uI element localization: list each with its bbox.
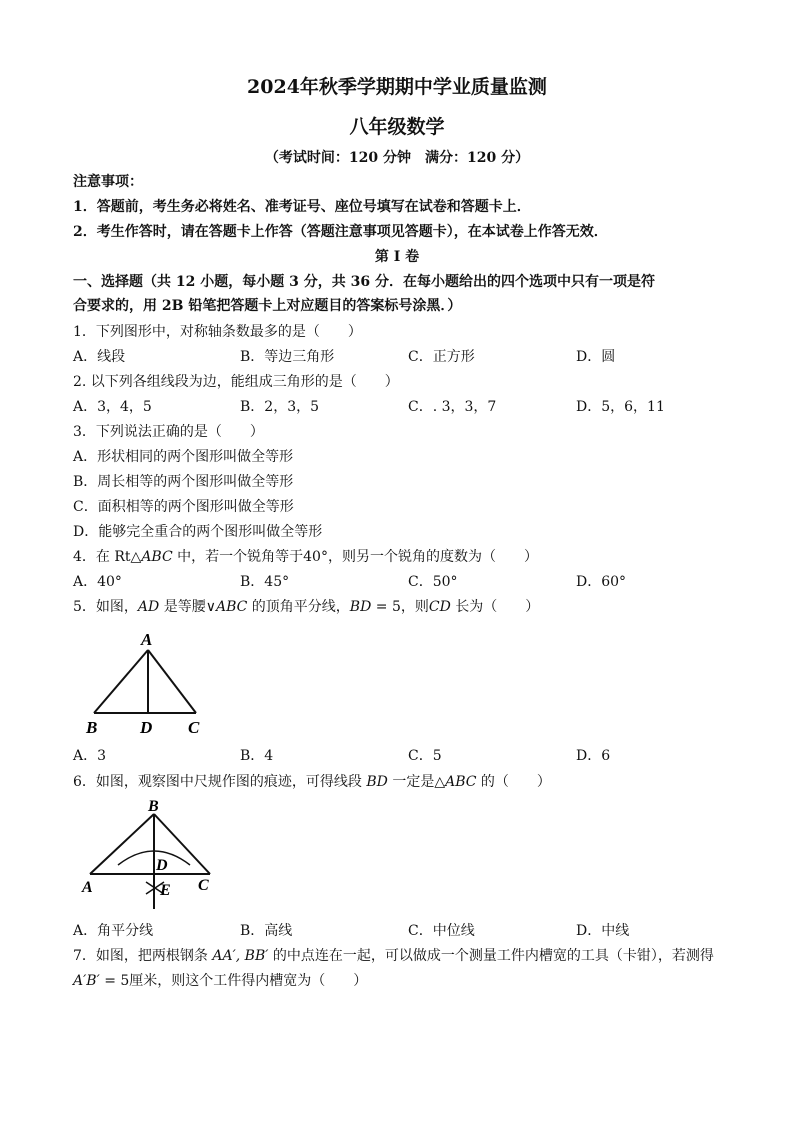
q6-label-a: A bbox=[82, 879, 93, 896]
q5-stem-pre: 5．如图， bbox=[73, 599, 138, 615]
q5-triangle-symbol: ∨ bbox=[205, 599, 216, 615]
q5-label-c: C bbox=[188, 718, 200, 737]
q6-bd: BD bbox=[366, 774, 388, 790]
q6-stem-pre: 6．如图，观察图中尺规作图的痕迹，可得线段 bbox=[73, 774, 367, 790]
q6-label-c: C bbox=[198, 877, 209, 894]
q6-figure bbox=[78, 797, 228, 915]
q4-option-d: D．60° bbox=[576, 574, 627, 590]
q4-option-a: A．40° bbox=[73, 574, 122, 590]
exam-title: 2024年秋季学期期中学业质量监测 bbox=[247, 76, 547, 98]
q6-label-b: B bbox=[148, 798, 159, 815]
q3-option-c: C．面积相等的两个图形叫做全等形 bbox=[73, 499, 294, 515]
section1-line1: 一、选择题（共 12 小题，每小题 3 分，共 36 分．在每小题给出的四个选项中只有一项是符 bbox=[73, 274, 655, 290]
q7-line1-pre: 7．如图，把两根钢条 bbox=[73, 948, 213, 964]
volume-label: 第 Ⅰ 卷 bbox=[374, 249, 420, 265]
q3-option-b: B．周长相等的两个图形叫做全等形 bbox=[73, 474, 294, 490]
notes-heading: 注意事项： bbox=[73, 174, 143, 190]
q5-label-a: A bbox=[141, 630, 153, 649]
q5-option-c: C．5 bbox=[408, 748, 442, 764]
q4-option-c: C．50° bbox=[408, 574, 458, 590]
q7-bars: AA′, BB′ bbox=[212, 948, 269, 964]
q5-side-ac bbox=[148, 650, 196, 713]
q5-option-a: A．3 bbox=[73, 748, 107, 764]
q4-triangle-abc: ABC bbox=[141, 549, 173, 565]
q5-label-d: D bbox=[140, 718, 153, 737]
q5-cd: CD bbox=[428, 599, 451, 615]
q7-line1 bbox=[73, 946, 714, 966]
q6-stem bbox=[73, 772, 551, 792]
q2-stem: 2. 以下列各组线段为边，能组成三角形的是（ ） bbox=[73, 374, 399, 390]
q5-option-b: B．4 bbox=[240, 748, 274, 764]
q6-option-a: A．角平分线 bbox=[73, 923, 154, 939]
q5-label-b: B bbox=[86, 718, 98, 737]
q6-stem-post: 的（ ） bbox=[476, 774, 551, 790]
q6-label-d: D bbox=[156, 857, 168, 874]
q5-bd: BD bbox=[349, 599, 372, 615]
section1-line2: 合要求的，用 2B 铅笔把答题卡上对应题目的答案标号涂黑．） bbox=[73, 298, 462, 314]
q2-option-c: C．. 3，3，7 bbox=[408, 399, 497, 415]
q6-option-b: B．高线 bbox=[240, 923, 293, 939]
q5-option-d: D．6 bbox=[576, 748, 611, 764]
q5-stem-mid3: ，则 bbox=[400, 599, 429, 615]
q1-option-c: C．正方形 bbox=[408, 349, 475, 365]
q4-stem bbox=[73, 547, 538, 567]
q7-line2-post: = 5厘米，则这个工件得内槽宽为（ ） bbox=[99, 973, 368, 989]
q6-stem-mid: 一定是 bbox=[387, 774, 435, 790]
q1-option-b: B．等边三角形 bbox=[240, 349, 335, 365]
q6-side-ba bbox=[90, 814, 154, 874]
q5-bd-value: = 5 bbox=[371, 599, 401, 615]
note-item-2: 2．考生作答时，请在答题卡上作答（答题注意事项见答题卡），在本试卷上作答无效． bbox=[73, 224, 608, 240]
q5-stem-mid1: 是等腰 bbox=[159, 599, 206, 615]
exam-info: （考试时间：120 分钟 满分：120 分） bbox=[264, 150, 530, 166]
q5-stem bbox=[73, 597, 539, 617]
q1-stem: 1．下列图形中，对称轴条数最多的是（ ） bbox=[73, 324, 362, 340]
q5-figure bbox=[80, 625, 220, 740]
q6-option-d: D．中线 bbox=[576, 923, 630, 939]
q5-side-ab bbox=[94, 650, 148, 713]
q4-stem-pre: 4．在 Rt bbox=[73, 549, 131, 565]
q1-option-a: A．线段 bbox=[73, 349, 126, 365]
q5-ad: AD bbox=[137, 599, 160, 615]
q3-option-a: A．形状相同的两个图形叫做全等形 bbox=[73, 449, 294, 465]
q4-option-b: B．45° bbox=[240, 574, 290, 590]
q6-triangle-abc: ABC bbox=[445, 774, 477, 790]
q2-option-a: A．3，4，5 bbox=[73, 399, 152, 415]
q2-option-b: B．2，3，5 bbox=[240, 399, 320, 415]
q7-ab: A′B′ bbox=[73, 973, 100, 989]
q2-option-d: D．5，6，11 bbox=[576, 399, 665, 415]
q5-stem-post: 长为（ ） bbox=[450, 599, 540, 615]
q7-line1-post: 的中点连在一起，可以做成一个测量工件内槽宽的工具（卡钳），若测得 bbox=[268, 948, 714, 964]
q6-triangle-symbol: △ bbox=[434, 774, 446, 790]
q7-line2 bbox=[73, 971, 367, 991]
q3-stem: 3．下列说法正确的是（ ） bbox=[73, 424, 264, 440]
q5-triangle-abc: ABC bbox=[215, 599, 248, 615]
q6-label-e: E bbox=[160, 882, 171, 899]
q3-option-d: D．能够完全重合的两个图形叫做全等形 bbox=[73, 524, 323, 540]
q4-triangle-symbol: △ bbox=[130, 549, 142, 565]
q5-stem-mid2: 的顶角平分线， bbox=[247, 599, 350, 615]
exam-subject: 八年级数学 bbox=[349, 116, 445, 138]
q6-option-c: C．中位线 bbox=[408, 923, 475, 939]
note-item-1: 1．答题前，考生务必将姓名、准考证号、座位号填写在试卷和答题卡上． bbox=[73, 199, 531, 215]
q1-option-d: D．圆 bbox=[576, 349, 616, 365]
q4-stem-post: 中，若一个锐角等于40°，则另一个锐角的度数为（ ） bbox=[172, 549, 538, 565]
